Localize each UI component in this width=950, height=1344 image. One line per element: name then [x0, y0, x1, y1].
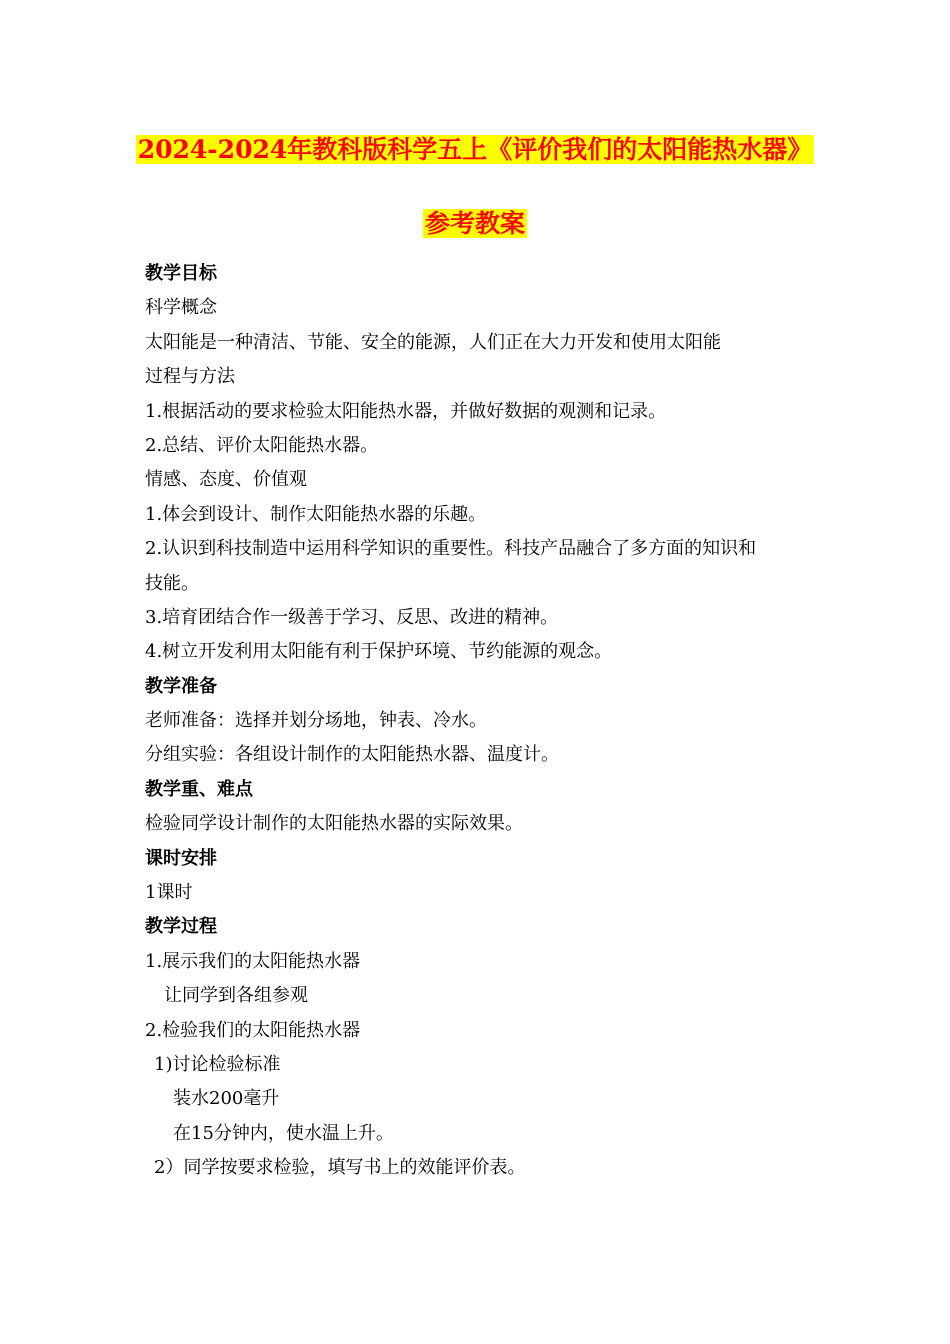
document-body [145, 257, 815, 1186]
subsection-label: 过程与方法 [145, 366, 235, 388]
body-line: 老师准备：选择并划分场地，钟表、冷水。 [145, 710, 487, 732]
body-line: 2.检验我们的太阳能热水器 [145, 1019, 361, 1041]
document-title-text-1: 2024-2024年教科版科学五上《评价我们的太阳能热水器》 [137, 135, 813, 164]
body-line: 3.培育团结合作一级善于学习、反思、改进的精神。 [145, 606, 559, 628]
section-heading: 课时安排 [145, 847, 217, 869]
body-line: 1课时 [145, 882, 193, 904]
body-line-indented: 1)讨论检验标准 [154, 1053, 281, 1075]
body-line: 检验同学设计制作的太阳能热水器的实际效果。 [145, 813, 523, 835]
body-line: 2.认识到科技制造中运用科学知识的重要性。科技产品融合了多方面的知识和 [145, 538, 757, 560]
section-heading: 教学过程 [145, 916, 217, 938]
section-heading: 教学目标 [145, 263, 217, 284]
body-line-indented: 2）同学按要求检验，填写书上的效能评价表。 [154, 1157, 526, 1179]
subsection-label: 科学概念 [145, 297, 217, 319]
body-line: 1.展示我们的太阳能热水器 [145, 950, 361, 972]
body-line: 1.体会到设计、制作太阳能热水器的乐趣。 [145, 503, 487, 525]
subsection-label: 情感、态度、价值观 [145, 469, 307, 491]
document-title-line-2 [0, 207, 950, 241]
body-line: 4.树立开发利用太阳能有利于保护环境、节约能源的观念。 [145, 641, 613, 663]
body-line: 2.总结、评价太阳能热水器。 [145, 434, 379, 456]
body-line-indented: 让同学到各组参观 [164, 985, 308, 1007]
document-title-text-2: 参考教案 [424, 209, 525, 238]
body-line: 技能。 [145, 572, 199, 594]
document-title-line-1 [0, 133, 950, 167]
body-line-indented: 在15分钟内，使水温上升。 [173, 1122, 394, 1144]
body-line-indented: 装水200毫升 [173, 1088, 280, 1110]
section-heading: 教学准备 [145, 675, 217, 697]
body-line: 分组实验：各组设计制作的太阳能热水器、温度计。 [145, 744, 559, 766]
body-line: 太阳能是一种清洁、节能、安全的能源，人们正在大力开发和使用太阳能 [145, 331, 721, 353]
body-line: 1.根据活动的要求检验太阳能热水器，并做好数据的观测和记录。 [145, 400, 667, 422]
section-heading: 教学重、难点 [145, 778, 253, 800]
